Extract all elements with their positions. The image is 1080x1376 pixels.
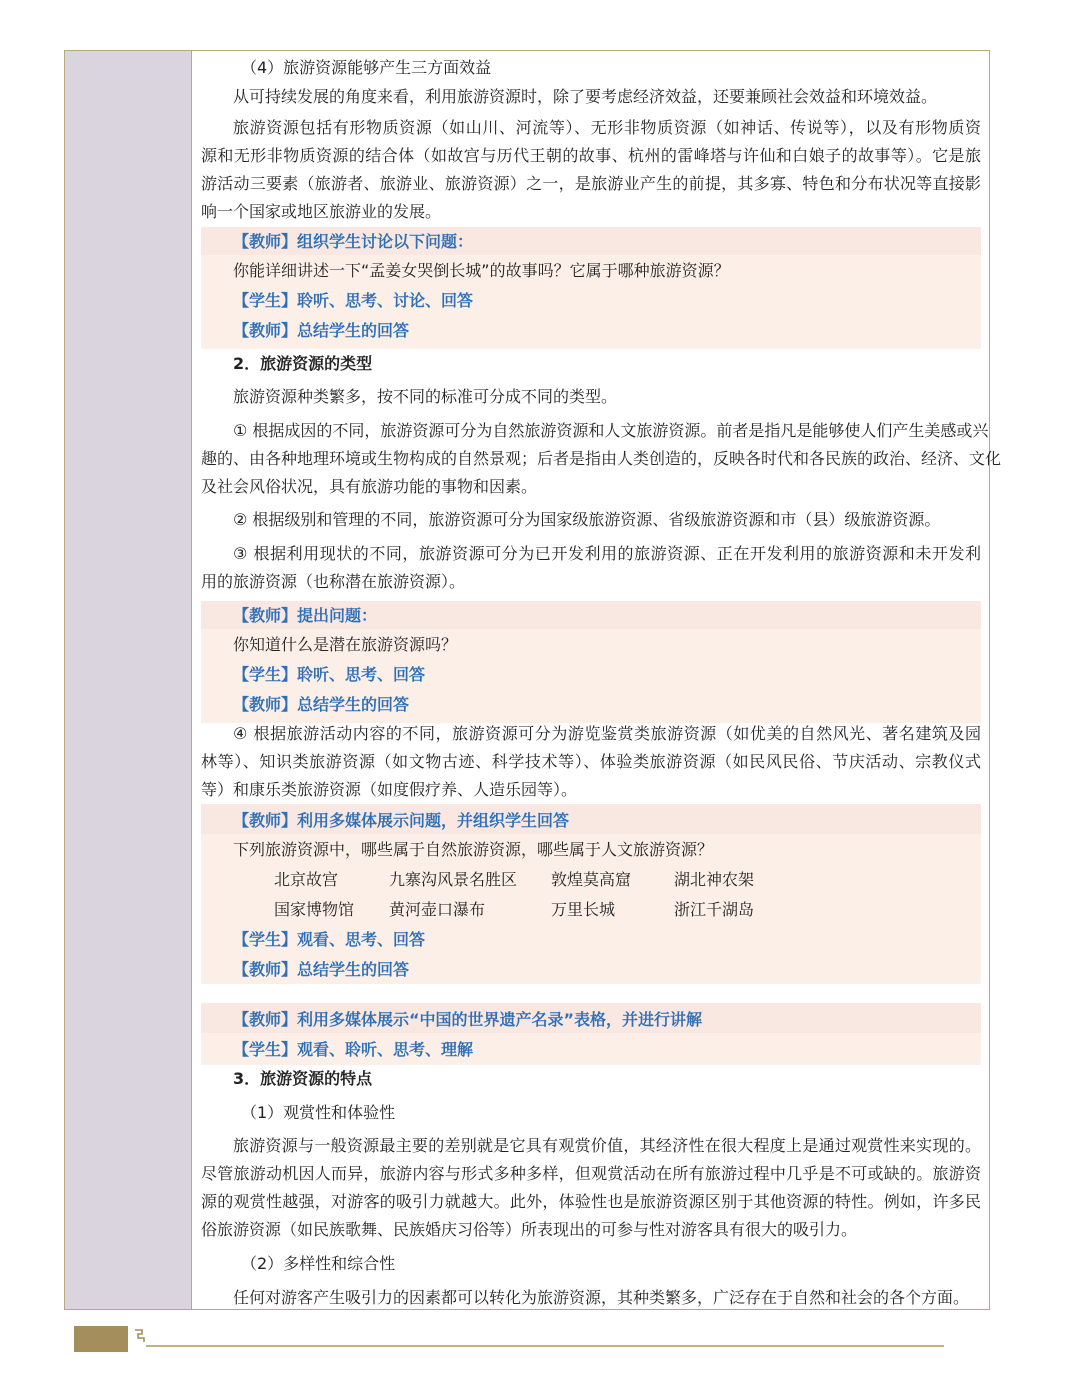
- subheading: （2）多样性和综合性: [241, 1254, 396, 1273]
- resource-item: 湖北神农架: [674, 870, 755, 889]
- lesson-plan-table: [64, 50, 1002, 1310]
- discussion-question: 下列旅游资源中，哪些属于自然旅游资源，哪些属于人文旅游资源？: [233, 840, 714, 859]
- paragraph: 旅游资源种类繁多，按不同的标准可分成不同的类型。: [233, 387, 618, 406]
- section-heading: 2．旅游资源的类型: [233, 354, 373, 373]
- section-heading: 3．旅游资源的特点: [233, 1069, 373, 1088]
- teacher-instruction: 【教师】组织学生讨论以下问题：: [233, 232, 474, 251]
- footer-rule: [146, 1345, 944, 1347]
- paragraph: ② 根据级别和管理的不同，旅游资源可分为国家级旅游资源、省级旅游资源和市（县）级旅游资源。: [233, 510, 941, 529]
- paragraph-line: 用的旅游资源（也称潜在旅游资源）。: [201, 572, 466, 591]
- paragraph-line: 游活动三要素（旅游者、旅游业、旅游资源）之一，是旅游业产生的前提，其多寡、特色和分布状况等直接影: [201, 174, 981, 193]
- resource-item: 敦煌莫高窟: [551, 870, 632, 889]
- paragraph-line: 及社会风俗状况，具有旅游功能的事物和因素。: [201, 477, 538, 496]
- student-activity: 【学生】观看、聆听、思考、理解: [233, 1040, 474, 1059]
- resource-item: 黄河壶口瀑布: [389, 900, 486, 919]
- paragraph-line: 响一个国家或地区旅游业的发展。: [201, 202, 442, 221]
- paragraph-line: ① 根据成因的不同，旅游资源可分为自然旅游资源和人文旅游资源。前者是指凡是能够使人们产生美感或兴: [233, 421, 989, 440]
- paragraph-line: 源和无形非物质资源的结合体（如故宫与历代王朝的故事、杭州的雷峰塔与许仙和白娘子的故事等）。它是旅: [201, 146, 981, 165]
- paragraph-line: ③ 根据利用现状的不同，旅游资源可分为已开发利用的旅游资源、正在开发利用的旅游资源和未开发利: [233, 544, 981, 563]
- paragraph-line: 等）和康乐类旅游资源（如度假疗养、人造乐园等）。: [201, 780, 578, 799]
- subheading: （1）观赏性和体验性: [241, 1103, 396, 1122]
- footer-decoration-bar: [74, 1326, 128, 1352]
- teacher-instruction: 【教师】提出问题：: [233, 606, 378, 625]
- teacher-summary: 【教师】总结学生的回答: [233, 695, 410, 714]
- paragraph-line: 趣的、由各种地理环境或生物构成的自然景观；后者是指由人类创造的，反映各时代和各民族的政治、经济、文化: [201, 449, 1002, 468]
- teacher-instruction: 【教师】利用多媒体展示问题，并组织学生回答: [233, 811, 570, 830]
- paragraph-line: 旅游资源包括有形物质资源（如山川、河流等）、无形非物质资源（如神话、传说等），以及有形物质资: [233, 118, 981, 137]
- paragraph-line: 尽管旅游动机因人而异，旅游内容与形式多种多样，但观赏活动在所有旅游过程中几乎是不可或缺的。旅游资: [201, 1164, 981, 1183]
- resource-item: 浙江千湖岛: [674, 900, 755, 919]
- resource-item: 北京故宫: [274, 870, 339, 889]
- teacher-summary: 【教师】总结学生的回答: [233, 960, 410, 979]
- teacher-summary: 【教师】总结学生的回答: [233, 321, 410, 340]
- footer-ornament-icon: [133, 1328, 147, 1344]
- table-label-column: [65, 51, 192, 1309]
- discussion-question: 你知道什么是潜在旅游资源吗？: [233, 635, 458, 654]
- resource-item: 国家博物馆: [274, 900, 355, 919]
- resource-item: 九寨沟风景名胜区: [389, 870, 518, 889]
- student-activity: 【学生】观看、思考、回答: [233, 930, 426, 949]
- paragraph: 从可持续发展的角度来看，利用旅游资源时，除了要考虑经济效益，还要兼顾社会效益和环境效益。: [233, 87, 938, 106]
- paragraph-line: 旅游资源与一般资源最主要的差别就是它具有观赏价值，其经济性在很大程度上是通过观赏性来实现的。: [233, 1136, 981, 1155]
- student-activity: 【学生】聆听、思考、讨论、回答: [233, 291, 474, 310]
- paragraph-line: ④ 根据旅游活动内容的不同，旅游资源可分为游览鉴赏类旅游资源（如优美的自然风光、著名建筑及园: [233, 724, 981, 743]
- subheading-benefits: （4）旅游资源能够产生三方面效益: [241, 58, 492, 77]
- teacher-instruction: 【教师】利用多媒体展示“中国的世界遗产名录”表格，并进行讲解: [233, 1010, 703, 1029]
- paragraph: 任何对游客产生吸引力的因素都可以转化为旅游资源，其种类繁多，广泛存在于自然和社会的各个方面。: [233, 1288, 970, 1307]
- paragraph-line: 林等）、知识类旅游资源（如文物古迹、科学技术等）、体验类旅游资源（如民风民俗、节庆活动、宗教仪式: [201, 752, 981, 771]
- paragraph-line: 源的观赏性越强，对游客的吸引力就越大。此外，体验性也是旅游资源区别于其他资源的特性。例如，许多民: [201, 1192, 981, 1211]
- discussion-question: 你能详细讲述一下“孟姜女哭倒长城”的故事吗？它属于哪种旅游资源？: [233, 261, 730, 280]
- paragraph-line: 俗旅游资源（如民族歌舞、民族婚庆习俗等）所表现出的可参与性对游客具有很大的吸引力。: [201, 1220, 858, 1239]
- resource-item: 万里长城: [551, 900, 616, 919]
- student-activity: 【学生】聆听、思考、回答: [233, 665, 426, 684]
